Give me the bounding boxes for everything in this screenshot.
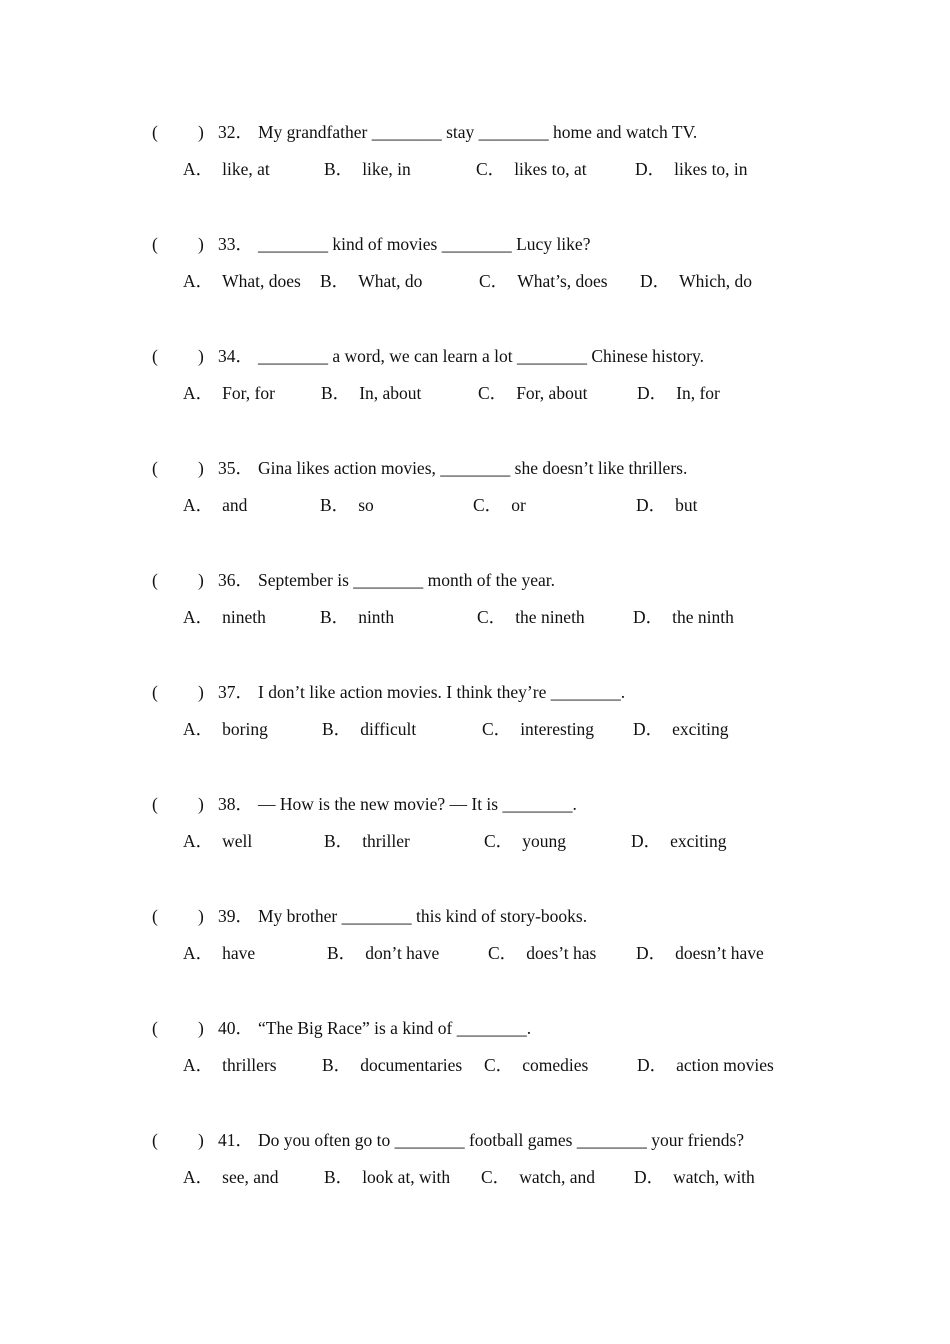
option-letter: C． (488, 943, 518, 963)
option-text: interesting (520, 719, 595, 739)
option-letter: A． (183, 607, 214, 627)
option-text: likes to, at (514, 159, 587, 179)
question-35 (152, 456, 852, 536)
option-letter: C． (484, 831, 514, 851)
question-38 (152, 792, 852, 872)
question-text: September is ________ month of the year. (258, 570, 555, 590)
answer-paren-close: ) (198, 1130, 204, 1150)
answer-paren-open: ( (152, 1130, 158, 1150)
option-letter: A． (183, 943, 214, 963)
option-text: documentaries (360, 1055, 463, 1075)
option-b (324, 1165, 450, 1189)
option-text: don’t have (365, 943, 440, 963)
option-b (322, 717, 416, 741)
option-text: the ninth (672, 607, 734, 627)
option-a (183, 269, 301, 293)
option-a (183, 1053, 277, 1077)
option-c (476, 157, 587, 181)
question-number: 40． (218, 1018, 253, 1038)
answer-paren-close: ) (198, 122, 204, 142)
option-d (640, 269, 752, 293)
option-letter: D． (640, 271, 671, 291)
answer-paren-close: ) (198, 794, 204, 814)
option-letter: D． (637, 383, 668, 403)
answer-paren-open: ( (152, 570, 158, 590)
option-letter: B． (320, 495, 350, 515)
option-b (324, 829, 410, 853)
option-c (479, 269, 608, 293)
option-a (183, 381, 275, 405)
question-text: I don’t like action movies. I think they’re ________. (258, 682, 626, 702)
option-b (320, 605, 394, 629)
option-d (635, 157, 748, 181)
option-text: does’t has (526, 943, 597, 963)
option-text: boring (222, 719, 268, 739)
option-text: and (222, 495, 248, 515)
option-letter: B． (324, 1167, 354, 1187)
question-text: ________ kind of movies ________ Lucy like? (258, 234, 591, 254)
option-text: the nineth (515, 607, 585, 627)
option-text: exciting (672, 719, 729, 739)
option-letter: B． (327, 943, 357, 963)
question-37 (152, 680, 852, 760)
option-letter: C． (473, 495, 503, 515)
question-text: ________ a word, we can learn a lot ________ Chinese history. (258, 346, 704, 366)
option-a (183, 941, 255, 965)
option-letter: D． (637, 1055, 668, 1075)
option-text: see, and (222, 1167, 279, 1187)
option-b (322, 1053, 462, 1077)
option-text: watch, and (519, 1167, 595, 1187)
option-letter: D． (636, 495, 667, 515)
option-c (473, 493, 526, 517)
option-d (634, 1165, 755, 1189)
option-text: but (675, 495, 698, 515)
question-33 (152, 232, 852, 312)
option-letter: A． (183, 495, 214, 515)
question-text: My grandfather ________ stay ________ home and watch TV. (258, 122, 698, 142)
question-number: 39． (218, 906, 253, 926)
option-text: have (222, 943, 256, 963)
option-d (633, 717, 729, 741)
option-text: thrillers (222, 1055, 277, 1075)
option-letter: B． (322, 1055, 352, 1075)
option-a (183, 605, 266, 629)
question-36 (152, 568, 852, 648)
option-a (183, 829, 252, 853)
option-c (481, 1165, 595, 1189)
option-text: For, for (222, 383, 275, 403)
option-text: What’s, does (517, 271, 608, 291)
option-letter: C． (479, 271, 509, 291)
question-40 (152, 1016, 852, 1096)
question-number: 37． (218, 682, 253, 702)
answer-paren-open: ( (152, 122, 158, 142)
option-text: Which, do (679, 271, 753, 291)
option-text: thriller (362, 831, 410, 851)
option-d (637, 1053, 774, 1077)
option-text: comedies (522, 1055, 589, 1075)
answer-paren-close: ) (198, 346, 204, 366)
option-letter: B． (321, 383, 351, 403)
option-text: What, do (358, 271, 423, 291)
option-c (488, 941, 596, 965)
option-d (636, 493, 698, 517)
answer-paren-open: ( (152, 794, 158, 814)
option-letter: D． (633, 607, 664, 627)
option-letter: B． (324, 831, 354, 851)
option-text: What, does (222, 271, 301, 291)
answer-paren-close: ) (198, 1018, 204, 1038)
option-text: nineth (222, 607, 266, 627)
option-letter: C． (477, 607, 507, 627)
answer-paren-open: ( (152, 682, 158, 702)
question-number: 32． (218, 122, 253, 142)
option-c (478, 381, 587, 405)
option-text: exciting (670, 831, 727, 851)
answer-paren-close: ) (198, 906, 204, 926)
option-letter: B． (324, 159, 354, 179)
option-letter: B． (320, 271, 350, 291)
question-text: — How is the new movie? — It is ________. (258, 794, 577, 814)
option-text: doesn’t have (675, 943, 764, 963)
option-text: young (522, 831, 566, 851)
option-text: difficult (360, 719, 417, 739)
option-text: In, for (676, 383, 720, 403)
option-a (183, 717, 268, 741)
question-34 (152, 344, 852, 424)
option-text: well (222, 831, 253, 851)
option-letter: A． (183, 271, 214, 291)
question-text: Do you often go to ________ football games ________ your friends? (258, 1130, 745, 1150)
answer-paren-open: ( (152, 1018, 158, 1038)
answer-paren-open: ( (152, 458, 158, 478)
option-c (482, 717, 594, 741)
option-letter: D． (634, 1167, 665, 1187)
option-text: watch, with (673, 1167, 755, 1187)
question-number: 35． (218, 458, 253, 478)
option-letter: A． (183, 159, 214, 179)
option-c (477, 605, 585, 629)
answer-paren-open: ( (152, 234, 158, 254)
option-text: For, about (516, 383, 588, 403)
option-text: so (358, 495, 374, 515)
option-letter: A． (183, 1055, 214, 1075)
question-text: My brother ________ this kind of story-books. (258, 906, 588, 926)
question-number: 34． (218, 346, 253, 366)
option-a (183, 1165, 279, 1189)
answer-paren-close: ) (198, 234, 204, 254)
option-b (320, 269, 422, 293)
option-text: In, about (359, 383, 422, 403)
option-c (484, 829, 566, 853)
option-text: action movies (676, 1055, 774, 1075)
question-number: 36． (218, 570, 253, 590)
answer-paren-close: ) (198, 682, 204, 702)
option-letter: D． (636, 943, 667, 963)
answer-paren-close: ) (198, 458, 204, 478)
question-32 (152, 120, 852, 200)
option-letter: D． (635, 159, 666, 179)
answer-paren-open: ( (152, 906, 158, 926)
option-a (183, 157, 270, 181)
question-number: 33． (218, 234, 253, 254)
option-text: likes to, in (674, 159, 748, 179)
option-text: like, in (362, 159, 411, 179)
answer-paren-open: ( (152, 346, 158, 366)
option-letter: A． (183, 1167, 214, 1187)
question-number: 41． (218, 1130, 253, 1150)
question-41 (152, 1128, 852, 1208)
question-39 (152, 904, 852, 984)
option-text: like, at (222, 159, 270, 179)
question-text: Gina likes action movies, ________ she doesn’t like thrillers. (258, 458, 688, 478)
option-d (637, 381, 720, 405)
option-text: or (511, 495, 526, 515)
option-text: ninth (358, 607, 395, 627)
option-letter: A． (183, 831, 214, 851)
option-letter: A． (183, 383, 214, 403)
option-letter: B． (322, 719, 352, 739)
option-letter: A． (183, 719, 214, 739)
question-text: “The Big Race” is a kind of ________. (258, 1018, 532, 1038)
option-letter: B． (320, 607, 350, 627)
option-letter: C． (481, 1167, 511, 1187)
answer-paren-close: ) (198, 570, 204, 590)
option-b (327, 941, 439, 965)
option-d (636, 941, 764, 965)
option-letter: D． (631, 831, 662, 851)
option-text: look at, with (362, 1167, 451, 1187)
option-b (321, 381, 421, 405)
option-letter: C． (482, 719, 512, 739)
option-b (320, 493, 374, 517)
option-letter: C． (476, 159, 506, 179)
option-d (631, 829, 727, 853)
option-letter: D． (633, 719, 664, 739)
option-d (633, 605, 734, 629)
option-a (183, 493, 247, 517)
option-c (484, 1053, 588, 1077)
option-letter: C． (478, 383, 508, 403)
option-letter: C． (484, 1055, 514, 1075)
question-number: 38． (218, 794, 253, 814)
option-b (324, 157, 411, 181)
